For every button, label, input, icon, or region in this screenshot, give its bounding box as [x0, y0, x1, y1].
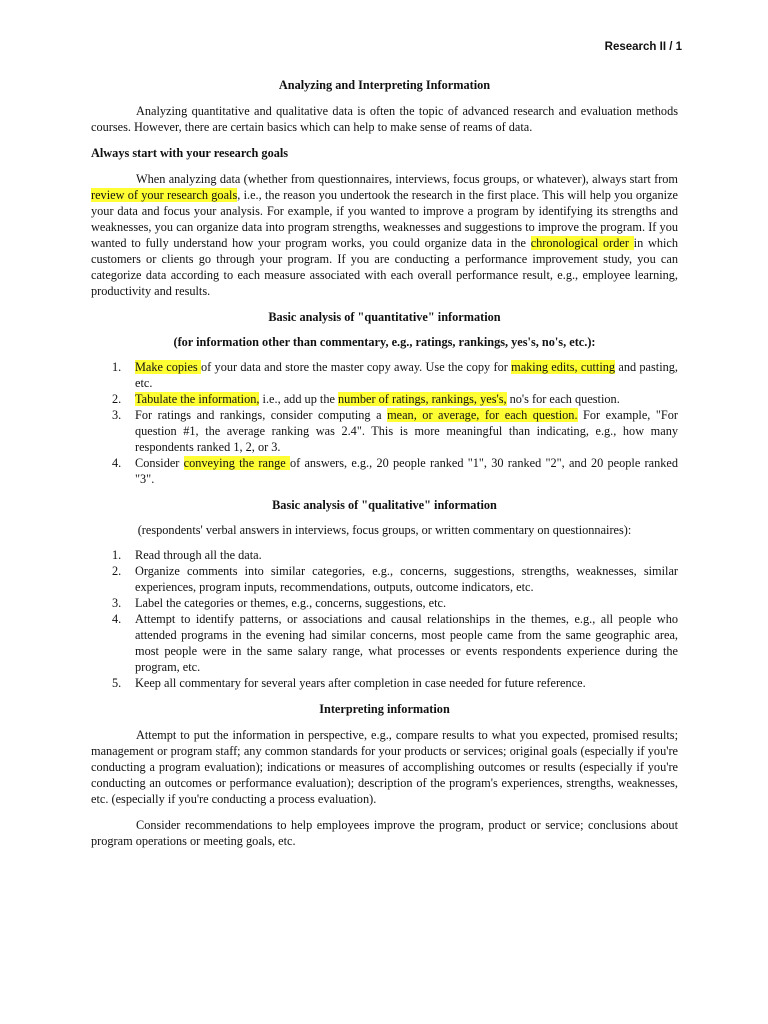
intro-paragraph: Analyzing quantitative and qualitative data is often the topic of advanced research and evaluation methods courses. However, there are certain basics which can help to make sense of reams of data. — [91, 104, 678, 134]
list-text: Consider — [135, 456, 184, 470]
qualitative-subheading: (respondents' verbal answers in interviews, focus groups, or written commentary on questionnaires): — [137, 523, 632, 537]
highlight-number-of-ratings: number of ratings, rankings, yes's, — [338, 392, 507, 406]
list-number: 4. — [112, 456, 122, 470]
list-text: no's for each question. — [506, 392, 620, 406]
highlight-make-copies: Make copies — [135, 360, 202, 374]
list-text: For example, "For question #1, the average ranking was 2.4". This is more meaningful than indicating, e.g., how many respondents ranked 1, 2, or 3. — [135, 408, 678, 454]
list-number: 1. — [112, 360, 122, 374]
list-text: i.e., add up the — [259, 392, 339, 406]
list-item — [91, 611, 678, 675]
goals-text-3: in which customers or clients go through your program. If you are conducting a performance improvement study, you can categorize data according to each measure associated with each overall performance result, e.g., employee learning, productivity and results. — [91, 236, 679, 298]
list-number: 3. — [112, 408, 122, 422]
list-number: 1. — [112, 548, 122, 562]
list-item — [91, 547, 678, 563]
list-number: 3. — [112, 596, 122, 610]
list-item — [91, 455, 678, 487]
list-item — [91, 563, 678, 595]
list-text: of your data and store the master copy away. Use the copy for — [201, 360, 512, 374]
goals-heading: Always start with your research goals — [91, 146, 289, 160]
page-header: Research II / 1 — [604, 41, 682, 53]
list-number: 4. — [112, 612, 122, 626]
list-text: Organize comments into similar categories, e.g., concerns, suggestions, strengths, weaknesses, similar experiences, program inputs, recommendations, outputs, outcome indicators, etc. — [135, 564, 678, 594]
list-item — [91, 595, 678, 611]
highlight-research-goals: review of your research goals — [91, 188, 238, 202]
list-number: 2. — [112, 392, 122, 406]
interpreting-heading: Interpreting information — [319, 702, 450, 716]
highlight-mean-average: mean, or average, for each question. — [387, 408, 578, 422]
highlight-making-edits: making edits, cutting — [511, 360, 616, 374]
list-text: and pasting, etc. — [135, 360, 679, 390]
list-item — [91, 391, 678, 407]
quantitative-subheading: (for information other than commentary, e.g., ratings, rankings, yes's, no's, etc.): — [173, 335, 596, 349]
list-text: Attempt to identify patterns, or associations and causal relationships in the themes, e.g., all people who attended programs in the evening had similar concerns, most people came from the same geographic area, most people were in the same salary range, what processes or events respondents experience during the program, etc. — [135, 612, 678, 674]
qualitative-heading: Basic analysis of "qualitative" information — [272, 498, 497, 512]
highlight-tabulate: Tabulate the information, — [135, 392, 260, 406]
document-title: Analyzing and Interpreting Information — [278, 78, 491, 92]
list-item — [91, 675, 678, 691]
list-item — [91, 359, 678, 391]
list-item — [91, 407, 678, 455]
goals-text-2: , i.e., the reason you undertook the research in the first place. This will help you organize your data and focus your analysis. For example, if you wanted to improve a program by identifying its strengths and weaknesses, you can organize data into program strengths, weaknesses and suggestions to improve the program. If you wanted to fully understand how your program works, you could organize data in the — [91, 188, 678, 250]
highlight-conveying-range: conveying the range — [183, 456, 290, 470]
interpreting-paragraph-1: Attempt to put the information in perspective, e.g., compare results to what you expected, promised results; management or program staff; any common standards for your products or services; original goals (especially if you're conducting a program evaluation); indications or measures of accomplishing outcomes or results (especially if you're conducting an outcomes or performance evaluation); description of the program's experiences, strengths, weaknesses, etc. (especially if you're conducting a process evaluation). — [91, 728, 678, 806]
qualitative-list — [91, 547, 678, 691]
highlight-chronological-order: chronological order — [530, 236, 634, 250]
document-body — [91, 77, 678, 849]
list-text: Read through all the data. — [135, 548, 262, 562]
interpreting-paragraph-2: Consider recommendations to help employees improve the program, product or service; conclusions about program operations or meeting goals, etc. — [91, 818, 678, 848]
list-text: of answers, e.g., 20 people ranked "1", 30 ranked "2", and 20 people ranked "3". — [135, 456, 678, 486]
list-number: 2. — [112, 564, 122, 578]
list-text: Keep all commentary for several years after completion in case needed for future reference. — [135, 676, 586, 690]
quantitative-heading: Basic analysis of "quantitative" information — [268, 310, 501, 324]
list-text: Label the categories or themes, e.g., concerns, suggestions, etc. — [135, 596, 447, 610]
list-text: For ratings and rankings, consider computing a — [135, 408, 388, 422]
goals-text-1: When analyzing data (whether from questionnaires, interviews, focus groups, or whatever), always start from — [136, 172, 678, 186]
list-number: 5. — [112, 676, 122, 690]
quantitative-list — [91, 359, 678, 487]
goals-paragraph — [91, 171, 678, 299]
